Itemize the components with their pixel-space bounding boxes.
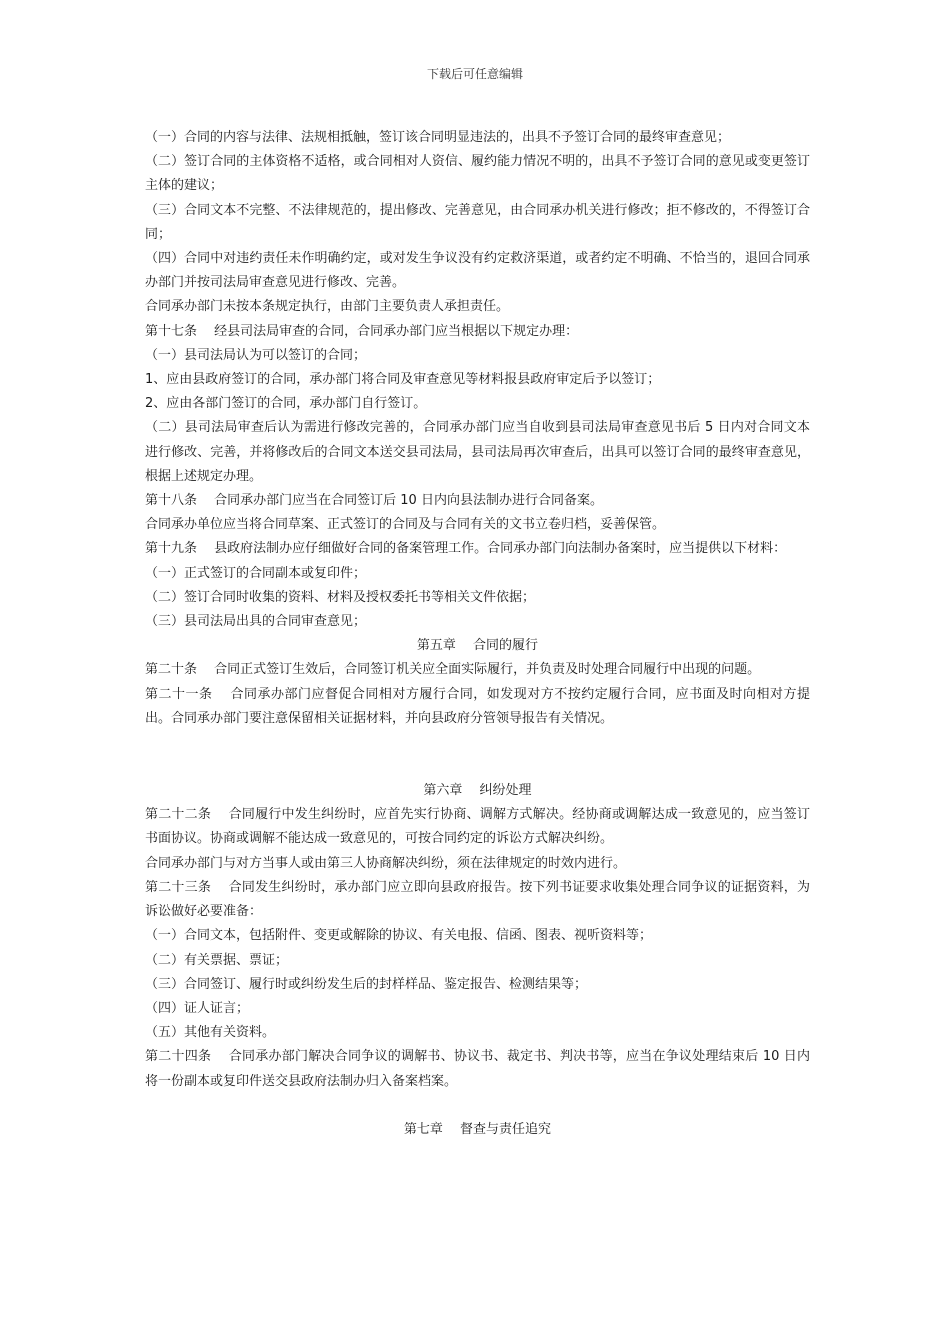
paragraph: （五）其他有关资料。: [145, 1025, 276, 1041]
paragraph: （三）县司法局出具的合同审查意见；: [145, 614, 367, 630]
paragraph: （一）县司法局认为可以签订的合同；: [145, 347, 367, 363]
paragraph: 第十八条 合同承办部门应当在合同签订后 10 日内向县法制办进行合同备案。: [145, 493, 603, 509]
section-spacer: [145, 1094, 810, 1118]
paragraph: 第二十三条 合同发生纠纷时，承办部门应立即向县政府报告。按下列书证要求收集处理合同争议的证据资料，为诉讼做好必要准备：: [145, 879, 810, 920]
paragraph: （四）证人证言；: [145, 1000, 250, 1016]
section-spacer: [145, 731, 810, 779]
paragraph: 第二十一条 合同承办部门应督促合同相对方履行合同，如发现对方不按约定履行合同，应书面及时向相对方提出。合同承办部门要注意保留相关证据材料，并向县政府分管领导报告有关情况。: [145, 686, 810, 726]
paragraph: 合同承办单位应当将合同草案、正式签订的合同及与合同有关的文书立卷归档，妥善保管。: [145, 517, 666, 533]
paragraph: （二）签订合同时收集的资料、材料及授权委托书等相关文件依据；: [145, 589, 536, 605]
paragraph: （一）正式签订的合同副本或复印件；: [145, 565, 367, 581]
paragraph: 1、应由县政府签订的合同，承办部门将合同及审查意见等材料报县政府审定后予以签订；: [145, 372, 661, 388]
page-header: 下载后可任意编辑: [426, 67, 523, 81]
paragraph: 第二十四条 合同承办部门解决合同争议的调解书、协议书、裁定书、判决书等，应当在争议处理结束后 10 日内将一份副本或复印件送交县政府法制办归入备案档案。: [145, 1049, 810, 1089]
paragraph: 第十七条 经县司法局审查的合同，合同承办部门应当根据以下规定办理：: [145, 323, 579, 339]
chapter-heading: 第六章 纠纷处理: [423, 783, 532, 799]
paragraph: （二）有关票据、票证；: [145, 952, 289, 968]
paragraph: （三）合同文本不完整、不法律规范的，提出修改、完善意见，由合同承办机关进行修改；拒不修改的，不得签订合同；: [145, 202, 810, 242]
paragraph: （二）县司法局审查后认为需进行修改完善的，合同承办部门应当自收到县司法局审查意见书后 5 日内对合同文本进行修改、完善，并将修改后的合同文本送交县司法局，县司法局再次审查后，出具可以签订合同的最终审查意见，根据上述规定办理。: [145, 420, 810, 484]
paragraph: 第二十二条 合同履行中发生纠纷时，应首先实行协商、调解方式解决。经协商或调解达成一致意见的，应当签订书面协议。协商或调解不能达成一致意见的，可按合同约定的诉讼方式解决纠纷。: [145, 807, 810, 847]
paragraph: 第二十条 合同正式签订生效后，合同签订机关应全面实际履行，并负责及时处理合同履行中出现的问题。: [145, 662, 761, 678]
paragraph: （四）合同中对违约责任未作明确约定，或对发生争议没有约定救济渠道，或者约定不明确、不恰当的，退回合同承办部门并按司法局审查意见进行修改、完善。: [145, 251, 810, 291]
paragraph: （二）签订合同的主体资格不适格，或合同相对人资信、履约能力情况不明的，出具不予签订合同的意见或变更签订主体的建议；: [145, 154, 810, 194]
chapter-heading: 第七章 督查与责任追究: [403, 1121, 552, 1137]
paragraph: 第十九条 县政府法制办应仔细做好合同的备案管理工作。合同承办部门向法制办备案时，应当提供以下材料：: [145, 541, 787, 557]
paragraph: 2、应由各部门签订的合同，承办部门自行签订。: [145, 396, 427, 412]
chapter-heading: 第五章 合同的履行: [416, 638, 539, 654]
paragraph: （一）合同文本，包括附件、变更或解除的协议、有关电报、信函、图表、视听资料等；: [145, 928, 653, 944]
paragraph: （一）合同的内容与法律、法规相抵触，签订该合同明显违法的，出具不予签订合同的最终审查意见；: [145, 130, 731, 145]
document-body: [145, 126, 810, 1142]
paragraph: 合同承办部门未按本条规定执行，由部门主要负责人承担责任。: [145, 299, 510, 315]
paragraph: （三）合同签订、履行时或纠纷发生后的封样样品、鉴定报告、检测结果等；: [145, 976, 588, 992]
paragraph: 合同承办部门与对方当事人或由第三人协商解决纠纷，须在法律规定的时效内进行。: [145, 855, 627, 871]
